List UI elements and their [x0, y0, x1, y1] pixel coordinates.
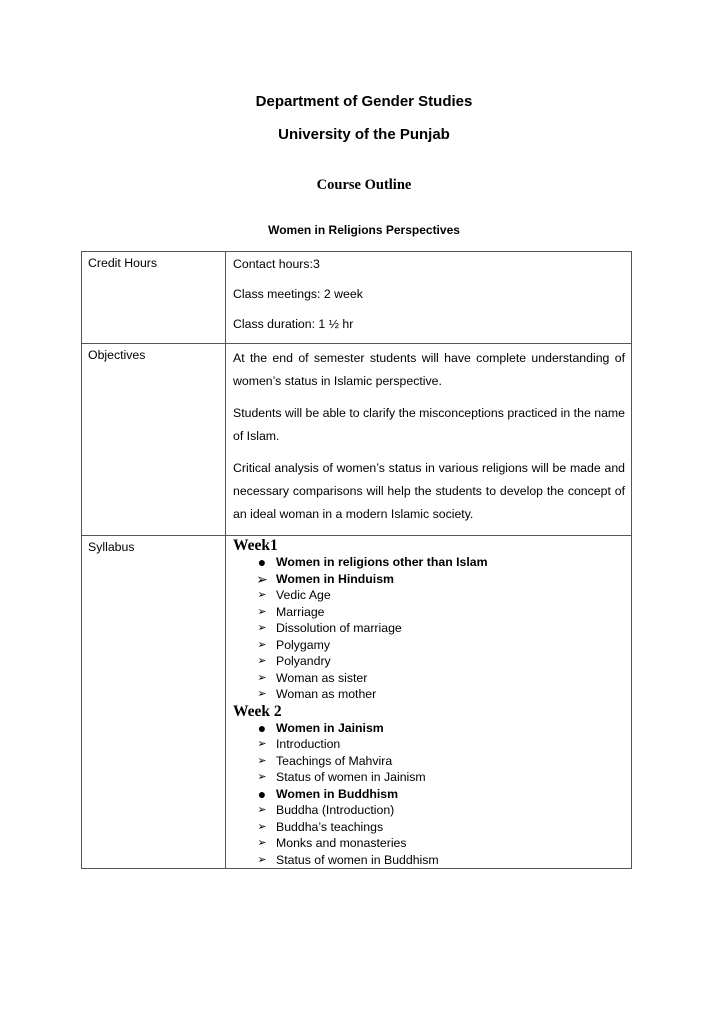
list-item: ➢ Women in Hinduism — [256, 570, 394, 587]
arrowhead-bullet-icon: ➢ — [257, 589, 267, 601]
class-duration: Class duration: 1 ½ hr — [233, 317, 354, 331]
list-item: ➢ Buddha’s teachings — [233, 819, 625, 836]
arrowhead-bullet-icon: ➢ — [257, 804, 267, 816]
objectives-content — [226, 344, 632, 536]
list-item: ➢ Dissolution of marriage — [233, 620, 625, 637]
arrowhead-bullet-icon: ➢ — [256, 570, 268, 587]
arrowhead-bullet-icon: ➢ — [257, 638, 267, 651]
bullet-icon: ● — [257, 719, 267, 736]
objectives-row — [82, 344, 632, 536]
syllabus-row — [82, 536, 632, 869]
arrowhead-bullet-icon: ➢ — [257, 771, 267, 783]
credit-hours-row — [82, 252, 632, 344]
arrowhead-bullet-icon: ➢ — [257, 754, 267, 767]
arrowhead-bullet-icon: ➢ — [257, 837, 267, 849]
arrowhead-bullet-icon: ➢ — [257, 605, 267, 618]
bullet-icon: ● — [257, 554, 267, 570]
department-title: Department of Gender Studies — [255, 93, 473, 110]
arrowhead-bullet-icon: ➢ — [257, 820, 267, 833]
list-item: ➢ Status of women in Buddhism — [233, 852, 625, 869]
list-item: ➢ Marriage — [233, 604, 625, 621]
course-title: Women in Religions Perspectives — [268, 223, 460, 237]
syllabus-label: Syllabus — [82, 536, 226, 869]
course-outline-table — [81, 251, 632, 869]
list-item: ● Women in religions other than Islam — [233, 554, 625, 571]
syllabus-content — [226, 536, 632, 869]
arrowhead-bullet-icon: ➢ — [257, 738, 267, 750]
arrowhead-bullet-icon: ➢ — [257, 671, 267, 684]
list-item: ➢ Teachings of Mahvira — [233, 753, 625, 770]
list-item: ➢ Polygamy — [233, 637, 625, 654]
arrowhead-bullet-icon: ➢ — [257, 622, 267, 634]
list-item: ● Women in Buddhism — [233, 786, 625, 803]
objective-paragraph: Critical analysis of women’s status in various religions will be made and necessary comparisons will help the students to develop the concept of an ideal woman in a modern Islamic society. — [233, 461, 625, 521]
arrowhead-bullet-icon: ➢ — [257, 688, 267, 700]
contact-hours: Contact hours:3 — [233, 257, 320, 271]
week2-heading: Week 2 — [233, 702, 282, 720]
list-item: ➢ Vedic Age — [233, 587, 625, 604]
objective-paragraph: At the end of semester students will have complete understanding of women’s status in Islamic perspective. — [233, 351, 625, 388]
course-outline-label: Course Outline — [316, 177, 412, 193]
credit-hours-label: Credit Hours — [82, 252, 226, 344]
week2-list — [233, 720, 625, 869]
week1-heading: Week1 — [233, 537, 278, 554]
class-meetings: Class meetings: 2 week — [233, 287, 363, 301]
objective-paragraph: Students will be able to clarify the misconceptions practiced in the name of Islam. — [233, 406, 625, 443]
list-item: ➢ Monks and monasteries — [233, 835, 625, 852]
list-item: ➢ Status of women in Jainism — [233, 769, 625, 786]
week1-list — [233, 554, 625, 703]
bullet-icon: ● — [257, 785, 267, 802]
list-item: ➢ Woman as sister — [233, 670, 625, 687]
arrowhead-bullet-icon: ➢ — [257, 655, 267, 667]
credit-hours-content — [226, 252, 632, 344]
arrowhead-bullet-icon: ➢ — [257, 853, 267, 866]
list-item: ➢ Polyandry — [233, 653, 625, 670]
objectives-label: Objectives — [82, 344, 226, 536]
list-item: ➢ Woman as mother — [233, 686, 625, 703]
university-title: University of the Punjab — [278, 126, 450, 143]
list-item: ● Women in Jainism — [233, 720, 625, 737]
list-item: ➢ Introduction — [233, 736, 625, 753]
list-item: ➢ Buddha (Introduction) — [233, 802, 625, 819]
